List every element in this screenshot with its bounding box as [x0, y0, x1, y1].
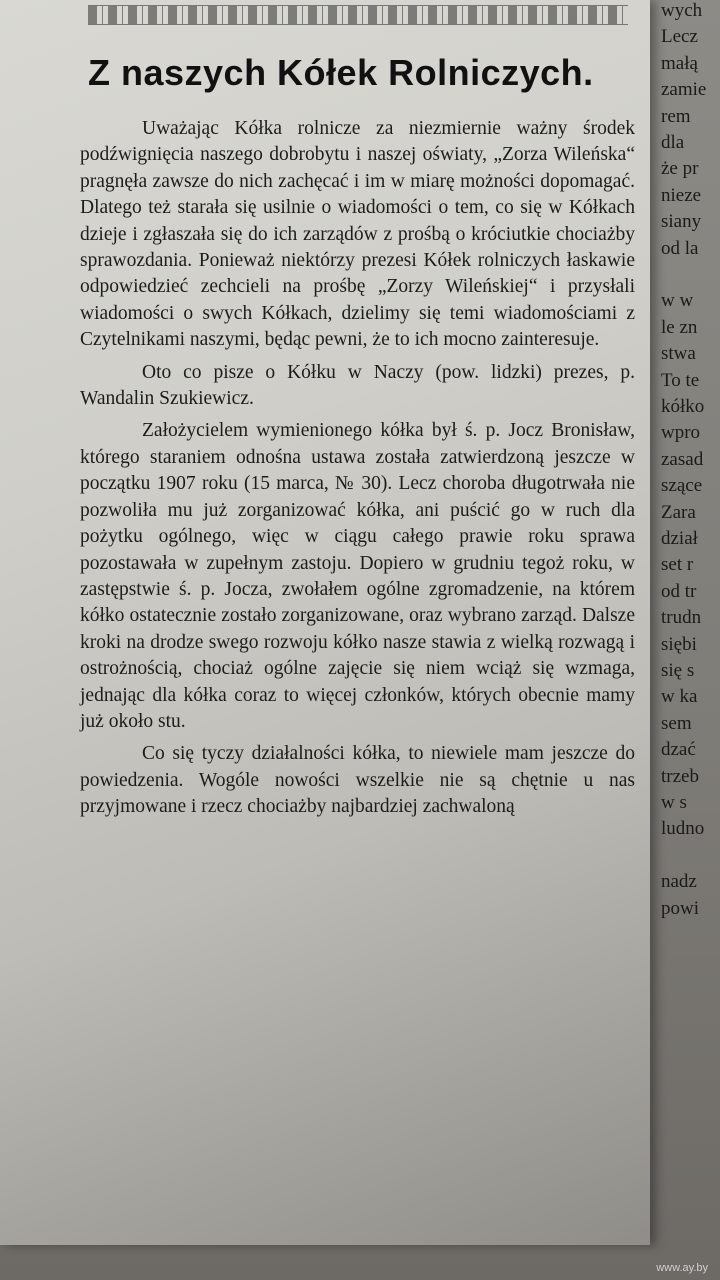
neighbor-line: ludno — [661, 818, 705, 840]
adjacent-column-fragment — [655, 0, 720, 1280]
watermark: www.ay.by — [656, 1262, 708, 1274]
neighbor-line: wpro — [661, 422, 701, 444]
neighbor-line: kółko — [661, 396, 705, 417]
neighbor-line: To te — [661, 369, 700, 391]
article-body — [80, 116, 635, 827]
neighbor-line: że pr — [661, 158, 699, 180]
neighbor-line: od la — [661, 237, 699, 259]
neighbor-line: w w — [661, 290, 694, 312]
neighbor-line: rem — [661, 105, 691, 127]
neighbor-line: dzać — [661, 739, 696, 761]
neighbor-line: w s — [661, 792, 687, 813]
article-paragraph: Oto co pisze o Kółku w Naczy (pow. lidzki) prezes, p. Wandalin Szukiewicz. — [80, 361, 635, 410]
article-paragraph: Założycielem wymienionego kółka był ś. p. Jocz Bronisław, którego staraniem odnośna ustawa została zatwierdzoną jeszcze w początku 1907 roku (15 marca, № 30). Lecz choroba długotrwała nie pozwoliła mu już zorganizować kółka, ani puścić go w ruch dla pożytku ogólnego, więc w ciągu całego prawie roku sprawa pozostawała w zupełnym zastoju. Dopiero w grudniu tegoż roku, w zastępstwie ś. p. Jocza, zwołałem ogólne zgromadzenie, na którem kółko ostatecznie zostało zorganizowane, oraz wybrano zarząd. Dalsze kroki na drodze swego rozwoju kółko nasze stawia z wielką rozwagą i ostrożnością, chociaż ogólne zajęcie się niem wciąż się wzmaga, jednając dla kółka coraz to więcej członków, których obecnie mamy już około stu. — [80, 420, 635, 732]
neighbor-line: trzeb — [661, 765, 699, 787]
neighbor-line: le zn — [661, 316, 698, 338]
neighbor-line: nadz — [661, 871, 697, 893]
neighbor-line: zamie — [661, 79, 707, 101]
neighbor-line: małą — [661, 52, 698, 74]
neighbor-line: się s — [661, 660, 695, 681]
neighbor-line: siany — [661, 211, 702, 233]
neighbor-line: nieze — [661, 184, 702, 206]
neighbor-line: stwa — [661, 343, 696, 365]
neighbor-line: szące — [661, 475, 703, 497]
neighbor-line: wych — [661, 0, 703, 21]
neighbor-line: Zara — [661, 501, 696, 523]
neighbor-line: dla — [661, 132, 685, 153]
neighbor-line: set r — [661, 554, 694, 576]
neighbor-line: trudn — [661, 607, 702, 629]
neighbor-line: zasad — [661, 448, 704, 470]
article-title: Z naszych Kółek Rolniczych. — [88, 52, 594, 93]
neighbor-line: dział — [661, 528, 698, 549]
article-paragraph: Co się tyczy działalności kółka, to niewiele mam jeszcze do powiedzenia. Wogóle nowości wszelkie nie są chętnie u nas przyjmowane i rzecz chociażby najbardziej zachwaloną — [80, 743, 635, 818]
decorative-border — [88, 5, 628, 25]
neighbor-line: powi — [661, 897, 699, 919]
neighbor-line: siębi — [661, 633, 697, 655]
article-paragraph: Uważając Kółka rolnicze za niezmiernie ważny środek podźwignięcia naszego dobrobytu i naszej oświaty, „Zorza Wileńska“ pragnęła zawsze do nich zachęcać i im w miarę możności dopomagać. Dlatego też starała się usilnie o wiadomości o tem, co się w Kółkach dzieje i zgłaszała się do ich zarządów z prośbą o króciutkie chociażby sprawozdania. Ponieważ niektórzy prezesi Kółek rolniczych łaskawie odpowiedzieć zechcieli na prośbę „Zorzy Wileńskiej“ i przysłali wiadomości o swych Kółkach, dzielimy się temi wiadomościami z Czytelnikami naszymi, będąc pewni, że to ich mocno zainteresuje. — [80, 118, 635, 351]
neighbor-line: w ka — [661, 686, 698, 708]
neighbor-line: od tr — [661, 580, 697, 602]
neighbor-line: sem — [661, 712, 692, 734]
neighbor-line: Lecz — [661, 26, 698, 48]
